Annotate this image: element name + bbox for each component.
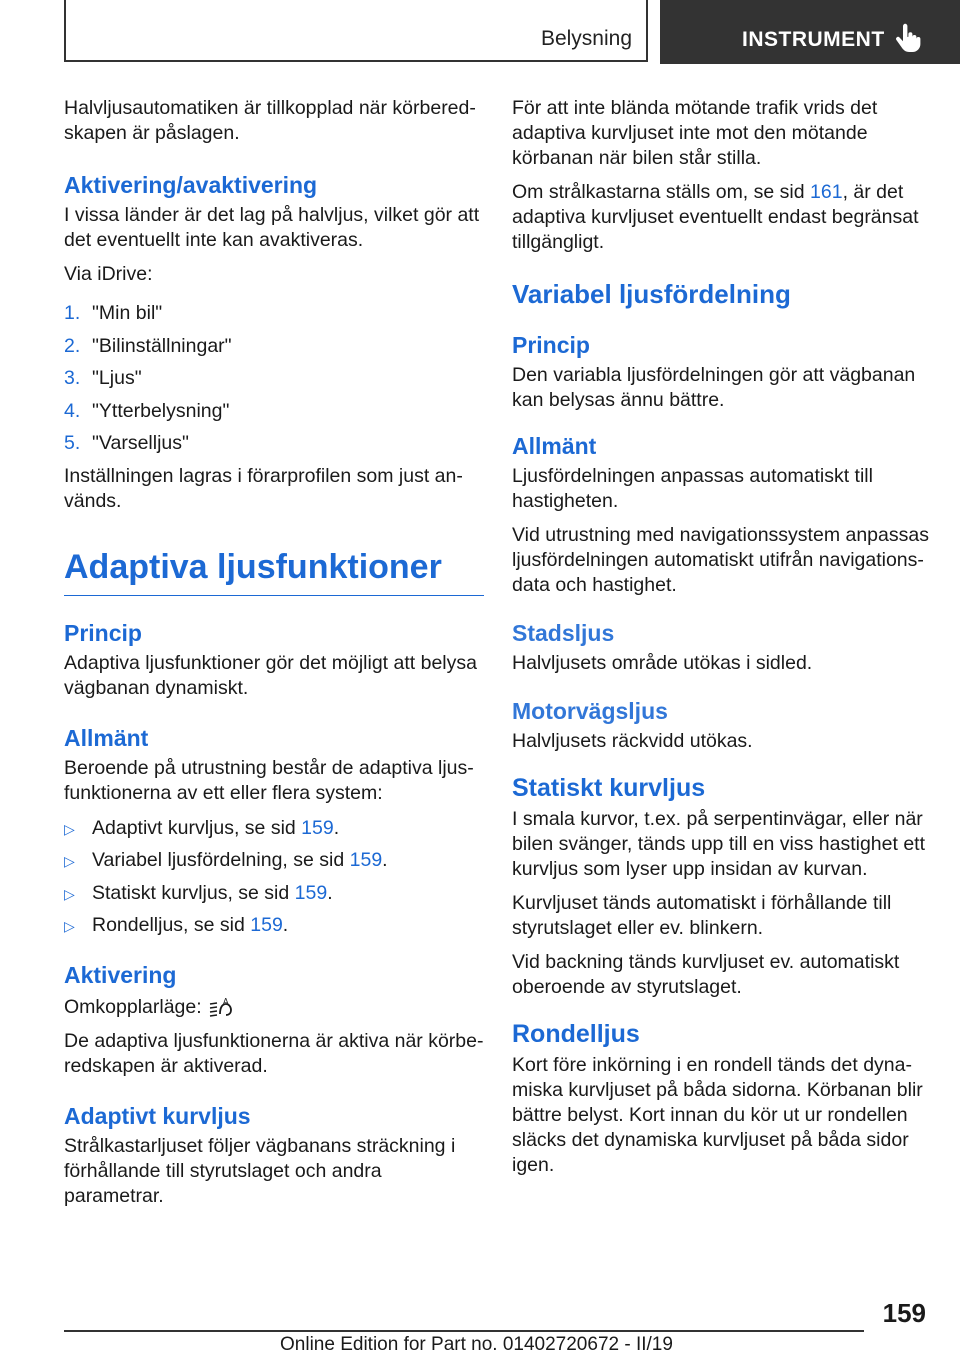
heading-adaptive-functions: Adaptiva ljusfunktioner (64, 548, 484, 596)
heading-variable-light: Variabel ljusfördelning (512, 279, 791, 309)
heading-princip: Princip (64, 619, 142, 646)
via-idrive: Via iDrive: (64, 263, 153, 285)
general-paragraph-1: Ljusfördelningen anpassas automatiskt till hastigheten. (512, 465, 873, 512)
princip-paragraph: Adaptiva ljusfunktioner gör det möjligt att belysa vägbanan dynamiskt. (64, 651, 477, 699)
section-title: Belysning (540, 27, 632, 50)
adjust-paragraph: Om strålkastarna ställs om, se sid 161, är det adaptiva kurvljuset eventuellt endast begränsat tillgängligt. (512, 181, 919, 253)
heading-princip: Princip (512, 332, 590, 358)
motorway-light-paragraph: Halvljusets räckvidd utökas. (512, 730, 753, 752)
page-link[interactable]: 159 (250, 914, 283, 936)
city-light-paragraph: Halvljusets område utökas i sidled. (512, 652, 813, 674)
page-number: 159 (882, 1298, 926, 1328)
page-header (0, 0, 960, 66)
static-curve-paragraph-2: Kurvljuset tänds automatiskt i förhållande till styrutslaget eller ev. blinkern. (512, 892, 892, 939)
general-paragraph-2: Vid utrustning med navigationssystem anpassas ljusfördelningen automatiskt utifrån navigationsdata och hastighet. (512, 524, 929, 596)
static-curve-paragraph-1: I smala kurvor, t.ex. på serpentinvägar, eller när bilen svänger, tänds upp till en viss hastighet ett kurvljus som lyser upp insidan av kurvan. (512, 808, 926, 880)
svg-text:A: A (222, 997, 229, 1007)
left-column (64, 96, 484, 1218)
list-item: ▷ Adaptivt kurvljus, se sid 159. (64, 816, 340, 839)
country-paragraph: I vissa länder är det lag på halvljus, vilket gör att det eventuellt inte kan avaktiveras. (64, 204, 480, 251)
list-item: ▷ Statiskt kurvljus, se sid 159. (64, 881, 333, 904)
heading-activation: Aktivering/avaktivering (64, 172, 318, 198)
list-item: 1. "Min bil" (64, 302, 163, 324)
saved-paragraph: Inställningen lagras i förarprofilen som just används. (64, 464, 463, 512)
list-item: ▷ Rondelljus, se sid 159. (64, 914, 289, 936)
footer-divider (64, 1330, 864, 1332)
page-link[interactable]: 161 (810, 181, 843, 203)
heading-roundabout: Rondelljus (512, 1020, 640, 1048)
intro-paragraph: Halvljusautomatiken är tillkopplad när körberedskapen är påslagen. (64, 97, 476, 144)
static-curve-paragraph-3: Vid backning tänds kurvljuset ev. automatiskt oberoende av styrutslaget. (512, 951, 900, 998)
idrive-steps (64, 301, 484, 464)
heading-general: Allmänt (512, 433, 597, 459)
edition-footer: Online Edition for Part no. 01402720672 - II/19 (280, 1334, 673, 1355)
list-item: 3. "Ljus" (64, 367, 142, 389)
list-item: ▷ Variabel ljusfördelning, se sid 159. (64, 849, 388, 871)
hand-pointer-icon (894, 22, 922, 54)
adaptive-curve-paragraph: Strålkastarljuset följer vägbanans sträckning i förhållande till styrutslaget och andra parametrar. (64, 1134, 456, 1207)
heading-city-light: Stadsljus (512, 620, 615, 646)
list-item: 2. "Bilinställningar" (64, 334, 232, 357)
heading-static-curve: Statiskt kurvljus (512, 774, 706, 802)
right-column (512, 96, 932, 1187)
section-tab (64, 0, 648, 62)
page-link[interactable]: 159 (294, 881, 328, 904)
chapter-title: INSTRUMENT (742, 28, 885, 51)
heading-aktivering: Aktivering (64, 961, 177, 988)
princip-paragraph: Den variabla ljusfördelningen gör att vägbanan kan belysas ännu bättre. (512, 364, 916, 411)
list-item: 4. "Ytterbelysning" (64, 399, 230, 422)
list-item: 5. "Varselljus" (64, 432, 189, 454)
active-paragraph: De adaptiva ljusfunktionerna är aktiva när körberedskapen är aktiverad. (64, 1029, 484, 1077)
heading-adaptive-curve: Adaptivt kurvljus (64, 1102, 251, 1129)
glare-paragraph: För att inte blända mötande trafik vrids det adaptiva kurvljuset inte mot den mötande körbanan när bilen står stilla. (512, 97, 878, 169)
heading-motorway-light: Motorvägsljus (512, 698, 668, 724)
page-link[interactable]: 159 (349, 849, 383, 871)
page-link[interactable]: 159 (301, 816, 334, 839)
automatic-headlight-icon (208, 996, 234, 1018)
chapter-tab (660, 0, 960, 64)
systems-list (64, 816, 484, 946)
roundabout-paragraph: Kort före inkörning i en rondell tänds det dynamiska kurvljuset på båda sidorna. Körbanan blir bättre belyst. Kort innan du kör ut ur rondellen släcks det dynamiska kurvljuset på båda sidor igen. (512, 1054, 923, 1176)
general-paragraph: Beroende på utrustning består de adaptiva ljusfunktionerna av ett eller flera system: (64, 756, 474, 804)
switch-paragraph: Omkopplarläge: A (64, 995, 484, 1020)
heading-general: Allmänt (64, 724, 149, 751)
